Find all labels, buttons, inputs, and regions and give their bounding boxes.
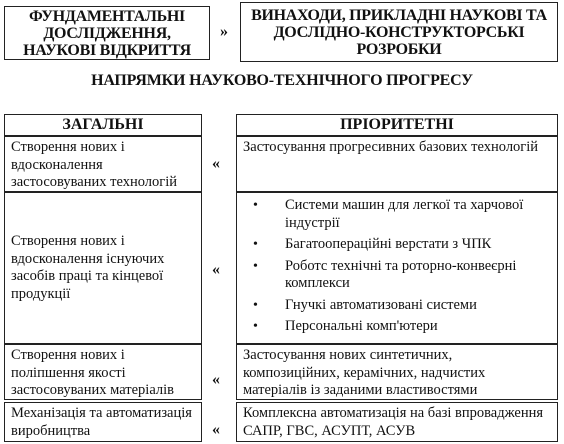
applied-research-box <box>240 2 558 62</box>
row-arrow-3: « <box>212 371 220 388</box>
priority-bullet-item: • Роботс технічні та роторно-конвеєрні комплекси <box>253 257 517 291</box>
general-cell-materials <box>4 344 202 400</box>
priority-bullet-item: • Системи машин для легкої та харчової індустрії <box>253 197 524 231</box>
priority-cell-technologies <box>236 136 558 192</box>
bullet-icon: • <box>253 319 258 334</box>
priority-bullet-item: • Багатоопераційні верстати з ЧПК <box>253 236 492 252</box>
general-column-label: ЗАГАЛЬНІ <box>62 116 144 133</box>
general-column-header <box>4 114 202 136</box>
row-arrow-4: « <box>212 421 220 438</box>
bullet-icon: • <box>253 297 258 313</box>
priority-column-header <box>236 114 558 136</box>
priority-cell-automation-text: Комплексна автоматизація на базі впровадження САПР, ГВС, АСУПТ, АСУВ <box>243 405 544 439</box>
general-cell-means-of-labor <box>4 192 202 344</box>
fundamental-research-box <box>4 6 210 60</box>
general-cell-automation-text: Механізація та автоматизація виробництва <box>11 405 192 439</box>
top-arrow: » <box>220 23 228 40</box>
fundamental-research-label: ФУНДАМЕНТАЛЬНІ ДОСЛІДЖЕННЯ, НАУКОВІ ВІДКРИТТЯ <box>23 7 191 59</box>
priority-bullet-item: • Персональні комп'ютери <box>253 318 438 334</box>
priority-bullet-list <box>243 197 551 336</box>
directions-heading: НАПРЯМКИ НАУКОВО-ТЕХНІЧНОГО ПРОГРЕСУ <box>91 72 473 89</box>
priority-cell-means-of-labor <box>236 192 558 344</box>
priority-cell-materials-text: Застосування нових синтетичних, композиційних, керамічних, надчистих матеріалів із заданими властивостями <box>243 347 486 398</box>
row-arrow-2: « <box>212 261 220 278</box>
general-cell-technologies <box>4 136 202 192</box>
bullet-icon: • <box>253 198 258 213</box>
bullet-icon: • <box>253 237 258 252</box>
priority-cell-materials <box>236 344 558 400</box>
general-cell-materials-text: Створення нових і поліпшення якості застосовуваних матеріалів <box>11 347 174 398</box>
applied-research-label: ВИНАХОДИ, ПРИКЛАДНІ НАУКОВІ ТА ДОСЛІДНО-КОНСТРУКТОРСЬКІ РОЗРОБКИ <box>251 6 547 58</box>
priority-bullet-item: • Гнучкі автоматизовані системи <box>253 296 477 313</box>
priority-cell-technologies-text: Застосування прогресивних базових технологій <box>243 139 539 155</box>
row-arrow-1: « <box>212 155 220 172</box>
general-cell-means-of-labor-text: Створення нових і вдосконалення існуючих засобів праці та кінцевої продукції <box>11 233 165 302</box>
bullet-icon: • <box>253 258 258 274</box>
general-cell-automation <box>4 402 202 442</box>
priority-column-label: ПРІОРИТЕТНІ <box>340 116 454 133</box>
general-cell-technologies-text: Створення нових і вдосконалення застосовуваних технологій <box>11 139 177 190</box>
priority-cell-automation <box>236 402 558 442</box>
